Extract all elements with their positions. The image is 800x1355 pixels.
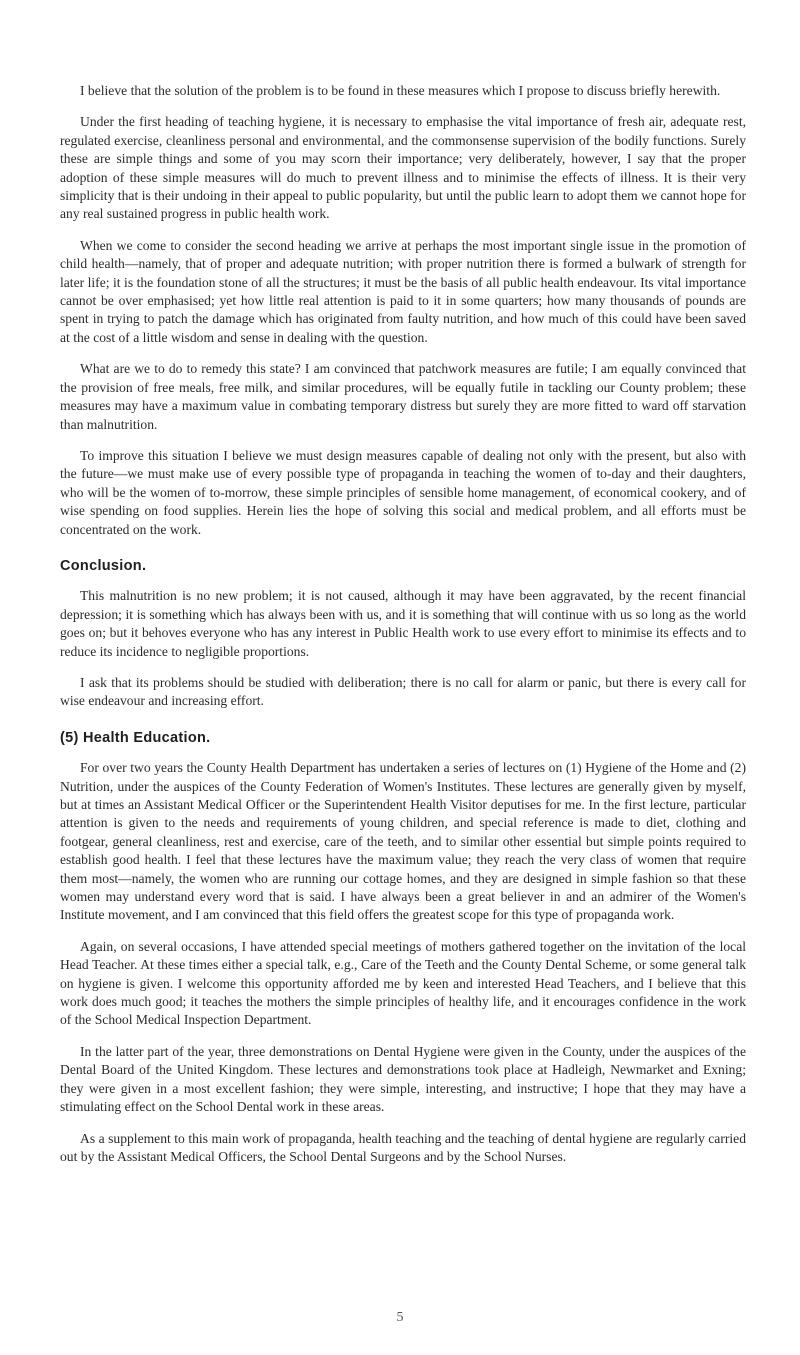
paragraph-improve-situation: To improve this situation I believe we must design measures capable of dealing not only with the present, but also with the future—we must make use of every possible type of propaganda in teaching the women of to-day and their daughters, who will be the women of to-morrow, these simple principles of sensible home management, of economical cookery, and of wise spending on food supplies. Herein lies the hope of solving this social and medical problem, and all efforts must be concentrated on the work. bbox=[60, 447, 746, 537]
paragraph-dental-demonstrations: In the latter part of the year, three demonstrations on Dental Hygiene were given in the County, under the auspices of the Dental Board of the United Kingdom. These lectures and demonstrations took place at Hadleigh, Newmarket and Exning; they were given in a most excellent fashion; they were simple, interesting, and instructive; I hope that they may have a stimulating effect on the School Dental work in these areas. bbox=[60, 1043, 746, 1115]
page-number: 5 bbox=[396, 1310, 404, 1325]
document-page bbox=[60, 82, 746, 1179]
paragraph-intro-solution: I believe that the solution of the problem is to be found in these measures which I propose to discuss briefly herewith. bbox=[80, 83, 721, 98]
paragraph-mothers-meetings: Again, on several occasions, I have attended special meetings of mothers gathered together on the invitation of the local Head Teacher. At these times either a special talk, e.g., Care of the Teeth and the County Dental Scheme, or some general talk on hygiene is given. I welcome this opportunity afforded me by keen and interested Head Teachers, and I believe that this work does much good; it teaches the mothers the simple principles of healthy life, and it encourages confidence in the work of the School Medical Inspection Department. bbox=[60, 938, 746, 1028]
paragraph-deliberation: I ask that its problems should be studied with deliberation; there is no call for alarm or panic, but there is every call for wise endeavour and increasing effort. bbox=[60, 674, 746, 709]
paragraph-lectures: For over two years the County Health Department has undertaken a series of lectures on (1) Hygiene of the Home and (2) Nutrition, under the auspices of the County Federation of Women's Institutes. These lectures are generally given by myself, but at times an Assistant Medical Officer or the Superintendent Health Visitor deputises for me. In the first lecture, particular attention is given to the needs and requirements of young children, and special reference is made to diet, clothing and footgear, general cleanliness, rest and exercise, care of the teeth, and to similar other essential but simple points required to establish good health. I feel that these lectures have the maximum value; they reach the very class of women that require them most—namely, the women who are running our cottage homes, and they are designed in simple fashion so that these women may understand every word that is said. I have always been a great believer in and an admirer of the Women's Institute movement, and I am convinced that this field offers the greatest scope for this type of propaganda work. bbox=[60, 760, 746, 923]
paragraph-teaching-hygiene: Under the first heading of teaching hygiene, it is necessary to emphasise the vital importance of fresh air, adequate rest, regulated exercise, cleanliness personal and environmental, and the commonsense supervision of the bodily functions. Surely these are simple things and some of you may scorn their importance; very deliberately, however, I say that the proper adoption of these simple measures will do much to prevent illness and to minimise the effects of illness. It is their very simplicity that is their undoing in their appeal to public popularity, but until the public learn to adopt them we cannot hope for any real sustained progress in public health work. bbox=[60, 114, 746, 222]
health-education-heading: (5) Health Education. bbox=[60, 729, 211, 746]
paragraph-nutrition: When we come to consider the second heading we arrive at perhaps the most important single issue in the promotion of child health—namely, that of proper and adequate nutrition; with proper nutrition there is formed a bulwark of strength for later life; it is the foundation stone of all the structures; it must be the basis of all public health endeavour. Its vital importance cannot be over emphasised; yet how little real attention is paid to it in some quarters; how many thousands of pounds are spent in trying to patch the damage which has originated from faulty nutrition, and how much of this could have been saved at the cost of a little wisdom and sense in dealing with the question. bbox=[60, 237, 746, 345]
conclusion-heading: Conclusion. bbox=[60, 557, 147, 574]
paragraph-malnutrition: This malnutrition is no new problem; it is not caused, although it may have been aggravated, by the recent financial depression; it is something which has always been with us, and it is something that will continue with us so long as the world goes on; but it behoves everyone who has any interest in Public Health work to use every effort to minimise its effects and to reduce its incidence to negligible proportions. bbox=[60, 588, 746, 659]
paragraph-supplement: As a supplement to this main work of propaganda, health teaching and the teaching of dental hygiene are regularly carried out by the Assistant Medical Officers, the School Dental Surgeons and by the School Nurses. bbox=[60, 1130, 746, 1164]
paragraph-remedy: What are we to do to remedy this state? I am convinced that patchwork measures are futile; I am equally convinced that the provision of free meals, free milk, and similar procedures, will be equally futile in tackling our County problem; these measures may have a maximum value in combating temporary distress but surely they are more fitted to ward off starvation than malnutrition. bbox=[60, 361, 746, 432]
